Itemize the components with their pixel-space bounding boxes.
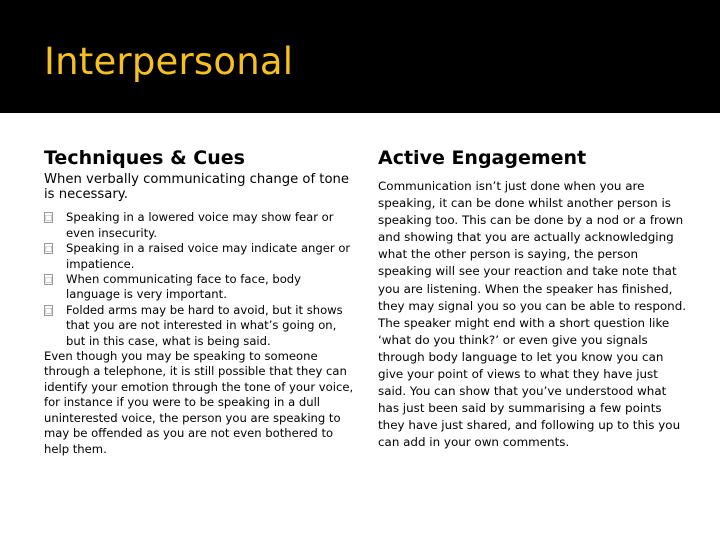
- right-paragraph: Communication isn’t just done when you are speaking, it can be done whilst another person is speaking too. This can be done by a nod or a frown and showing that you are actually acknowledging what the other person is saying, the person speaking will see your reaction and take note that you are listening. When the speaker has finished, they may signal you so you can be able to respond. The speaker might end with a short question like ‘what do you think?’ or even give you signals through body language to let you know you can give your point of views to what they have just said. You can show that you’ve understood what has just been said by summarising a few points they have just shared, and following up to this you can add in your own comments.: [378, 179, 687, 450]
- title-bar: [0, 0, 720, 113]
- bullet-list: [44, 210, 356, 349]
- bullet-box-icon: □: [45, 244, 53, 254]
- list-item: [44, 241, 356, 272]
- list-item: [44, 303, 356, 349]
- left-paragraph: Even though you may be speaking to someone through a telephone, it is still possible that they can identify your emotion through the tone of your voice, for instance if you were to be speaking in a dull uninterested voice, the person you are speaking to may be offended as you are not even bothered to help them.: [44, 349, 354, 456]
- left-lead-text: When verbally communicating change of tone is necessary.: [44, 172, 349, 203]
- bullet-text: Speaking in a lowered voice may show fear or even insecurity.: [66, 210, 334, 240]
- bullet-box-icon: □: [45, 305, 53, 315]
- slide-title: Interpersonal: [44, 40, 294, 83]
- bullet-text: Folded arms may be hard to avoid, but it shows that you are not interested in what’s going on, but in this case, what is being said.: [66, 302, 343, 348]
- right-column: [378, 144, 688, 452]
- left-column: [44, 144, 356, 457]
- list-item: [44, 210, 356, 241]
- right-heading: Active Engagement: [378, 147, 587, 169]
- list-item: [44, 272, 356, 303]
- bullet-box-icon: □: [45, 213, 53, 223]
- bullet-box-icon: □: [45, 275, 53, 285]
- left-heading: Techniques & Cues: [44, 147, 245, 169]
- bullet-text: When communicating face to face, body language is very important.: [66, 272, 302, 302]
- bullet-text: Speaking in a raised voice may indicate anger or impatience.: [66, 241, 351, 271]
